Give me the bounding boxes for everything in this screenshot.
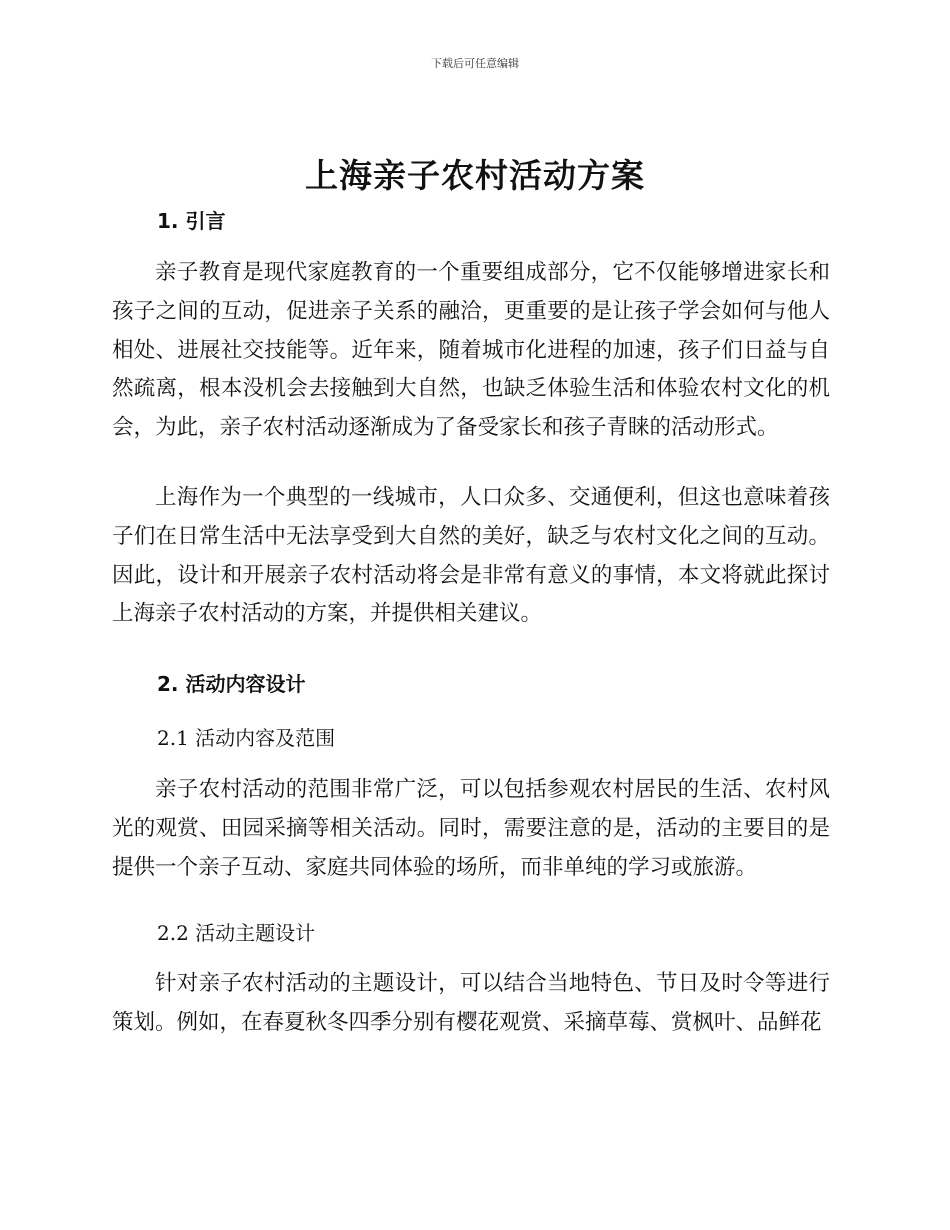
- document-title: 上海亲子农村活动方案: [305, 156, 645, 195]
- section-heading-introduction: 1. 引言: [157, 209, 226, 233]
- subsection-heading-content-scope: 2.1 活动内容及范围: [157, 726, 336, 750]
- page-header-note: 下载后可任意编辑: [431, 57, 519, 70]
- paragraph-content-scope: 亲子农村活动的范围非常广泛，可以包括参观农村居民的生活、农村风光的观赏、田园采摘等相关活动。同时，需要注意的是，活动的主要目的是提供一个亲子互动、家庭共同体验的场所，而非单纯的学习或旅游。: [112, 777, 830, 880]
- section-heading-activity-design: 2. 活动内容设计: [157, 672, 306, 696]
- paragraph-intro-2: 上海作为一个典型的一线城市，人口众多、交通便利，但这也意味着孩子们在日常生活中无法享受到大自然的美好，缺乏与农村文化之间的互动。因此，设计和开展亲子农村活动将会是非常有意义的事情，本文将就此探讨上海亲子农村活动的方案，并提供相关建议。: [112, 485, 830, 627]
- paragraph-intro-1: 亲子教育是现代家庭教育的一个重要组成部分，它不仅能够增进家长和孩子之间的互动，促进亲子关系的融洽，更重要的是让孩子学会如何与他人相处、进展社交技能等。近年来，随着城市化进程的加速，孩子们日益与自然疏离，根本没机会去接触到大自然，也缺乏体验生活和体验农村文化的机会，为此，亲子农村活动逐渐成为了备受家长和孩子青睐的活动形式。: [112, 260, 830, 441]
- paragraph-theme-design: 针对亲子农村活动的主题设计，可以结合当地特色、节日及时令等进行策划。例如，在春夏秋冬四季分别有樱花观赏、采摘草莓、赏枫叶、品鲜花: [112, 971, 830, 1035]
- subsection-heading-theme-design: 2.2 活动主题设计: [157, 921, 316, 945]
